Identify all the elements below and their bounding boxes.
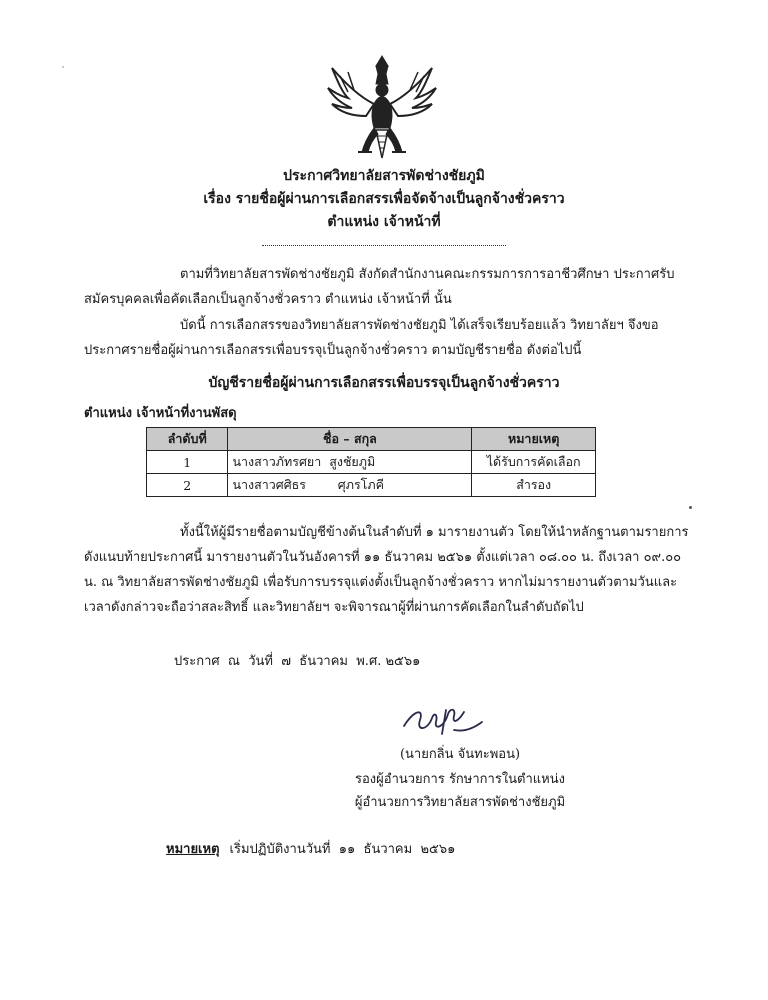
footnote-label: หมายเหตุ — [166, 842, 220, 857]
row-name: นางสาวภัทรศยา สูงชัยภูมิ — [228, 451, 472, 474]
position-label: ตำแหน่ง เจ้าหน้าที่งานพัสดุ — [84, 406, 237, 421]
signatory-name: (นายกลิ่น จันทะพอน) — [399, 747, 521, 762]
announcement-title: ประกาศวิทยาลัยสารพัดช่างชัยภูมิ — [283, 168, 485, 184]
announcement-subject: เรื่อง รายชื่อผู้ผ่านการเลือกสรรเพื่อจัดจ้างเป็นลูกจ้างชั่วคราว — [203, 191, 565, 207]
column-header-note: หมายเหตุ — [472, 428, 596, 451]
garuda-emblem-icon — [318, 52, 446, 162]
paragraph-instructions: ทั้งนี้ให้ผู้มีรายชื่อตามบัญชีข้างต้นในลำดับที่ ๑ มารายงานตัว โดยให้นำหลักฐานตามรายการดังแนบท้ายประกาศนี้ มารายงานตัวในวันอังคารที่ ๑๑ ธันวาคม ๒๕๖๑ ตั้งแต่เวลา ๐๘.๐๐ น. ถึงเวลา ๐๙.๐๐ น. ณ วิทยาลัยสารพัดช่างชัยภูมิ เพื่อรับการบรรจุแต่งตั้งเป็นลูกจ้างชั่วคราว หากไม่มารายงานตัวตามวันและเวลาดังกล่าวจะถือว่าสละสิทธิ์ และวิทยาลัยฯ จะพิจารณาผู้ที่ผ่านการคัดเลือกในลำดับถัดไป — [84, 525, 689, 615]
handwritten-signature — [394, 700, 494, 740]
scan-speck — [62, 66, 64, 68]
paragraph-result: บัดนี้ การเลือกสรรของวิทยาลัยสารพัดช่างชัยภูมิ ได้เสร็จเรียบร้อยแล้ว วิทยาลัยฯ จึงขอประกาศรายชื่อผู้ผ่านการเลือกสรรเพื่อบรรจุเป็นลูกจ้างชั่วคราว ตามบัญชีรายชื่อ ดังต่อไปนี้ — [84, 318, 659, 358]
scan-speck — [689, 506, 692, 509]
column-header-name: ชื่อ – สกุล — [228, 428, 472, 451]
announcement-date: ประกาศ ณ วันที่ ๗ ธันวาคม พ.ศ. ๒๕๖๑ — [174, 654, 421, 669]
selection-table — [146, 427, 596, 497]
list-heading: บัญชีรายชื่อผู้ผ่านการเลือกสรรเพื่อบรรจุเป็นลูกจ้างชั่วคราว — [208, 375, 560, 391]
row-note: ได้รับการคัดเลือก — [472, 451, 596, 474]
row-name: นางสาวศศิธร ศุภรโภคี — [228, 474, 472, 497]
row-seq: 1 — [147, 451, 228, 474]
table-row — [147, 474, 596, 497]
column-header-seq: ลำดับที่ — [147, 428, 228, 451]
announcement-position: ตำแหน่ง เจ้าหน้าที่ — [327, 214, 441, 230]
signatory-title-2: ผู้อำนวยการวิทยาลัยสารพัดช่างชัยภูมิ — [354, 795, 566, 810]
row-note: สำรอง — [472, 474, 596, 497]
footnote-text: เริ่มปฏิบัติงานวันที่ ๑๑ ธันวาคม ๒๕๖๑ — [229, 842, 456, 857]
table-row — [147, 451, 596, 474]
footnote — [166, 838, 455, 859]
dotted-divider — [262, 245, 506, 246]
table-header-row — [147, 428, 596, 451]
row-seq: 2 — [147, 474, 228, 497]
signatory-title-1: รองผู้อำนวยการ รักษาการในตำแหน่ง — [355, 772, 565, 787]
paragraph-intro: ตามที่วิทยาลัยสารพัดช่างชัยภูมิ สังกัดสำนักงานคณะกรรมการการอาชีวศึกษา ประกาศรับสมัครบุคคลเพื่อคัดเลือกเป็นลูกจ้างชั่วคราว ตำแหน่ง เจ้าหน้าที่ นั้น — [84, 267, 675, 307]
